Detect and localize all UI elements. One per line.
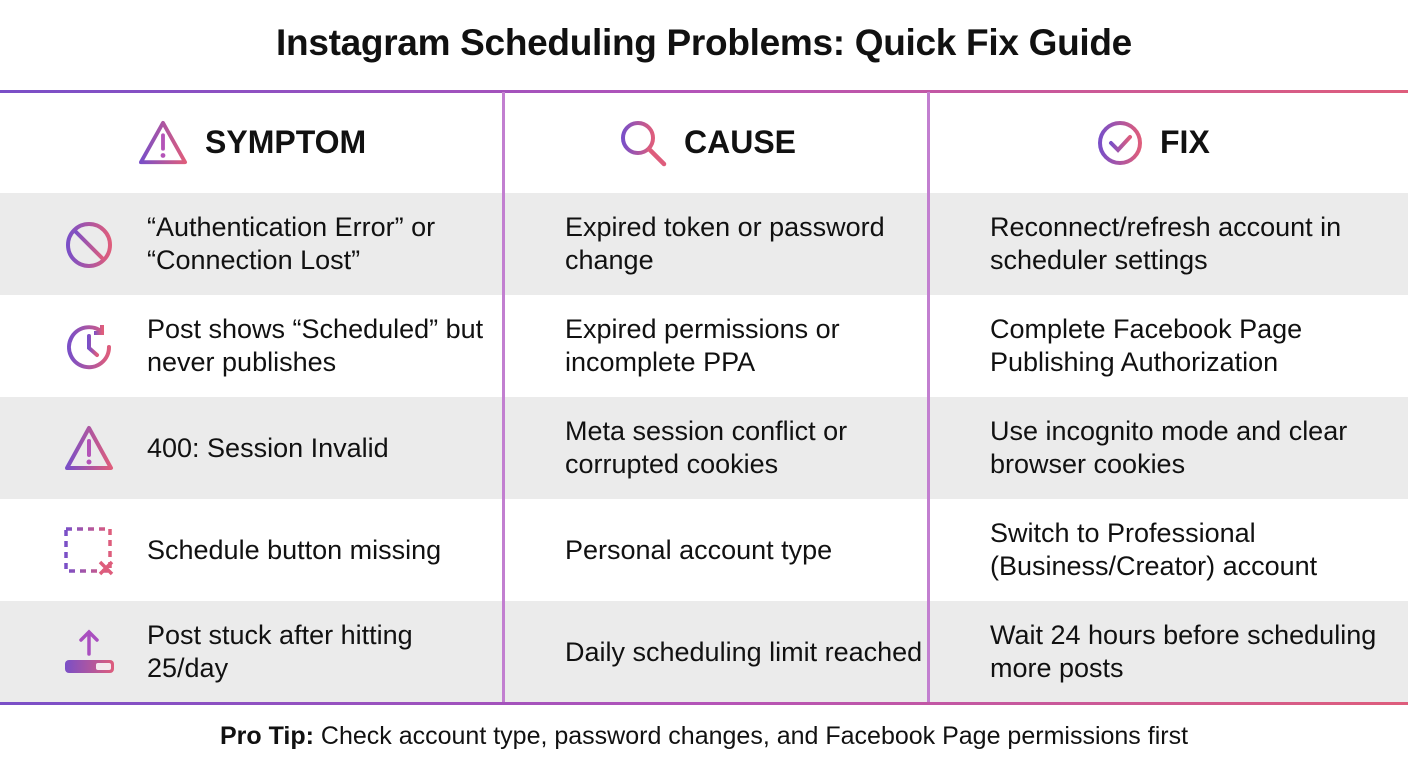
- header-label: SYMPTOM: [205, 124, 367, 160]
- cause-cell: Daily scheduling limit reached: [565, 636, 923, 667]
- column-divider: [927, 92, 930, 703]
- warning-icon: [137, 119, 189, 167]
- upload-limit-icon: [62, 626, 116, 680]
- page-title: Instagram Scheduling Problems: Quick Fix Guide: [276, 22, 1132, 63]
- fix-cell: Switch to Professional (Business/Creator) account: [990, 518, 1318, 581]
- symptom-cell: 400: Session Invalid: [147, 432, 389, 463]
- table-row: [0, 397, 1408, 499]
- column-divider: [502, 92, 505, 703]
- symptom-cell: Post stuck after hitting 25/day: [147, 620, 413, 683]
- missing-button-icon: [62, 524, 116, 578]
- cause-cell: Expired permissions or incomplete PPA: [565, 314, 840, 377]
- fix-cell: Use incognito mode and clear browser cookies: [990, 416, 1348, 479]
- symptom-cell: “Authentication Error” or “Connection Lost”: [147, 212, 436, 275]
- check-circle-icon: [1096, 119, 1144, 167]
- header-symptom: [137, 92, 366, 193]
- header-fix: [1096, 92, 1210, 193]
- header-label: FIX: [1160, 124, 1210, 160]
- search-icon: [618, 118, 668, 168]
- symptom-cell: Schedule button missing: [147, 534, 442, 565]
- table-row: [0, 295, 1408, 397]
- bottom-divider: [0, 702, 1408, 705]
- table-row: [0, 193, 1408, 295]
- cause-cell: Meta session conflict or corrupted cookies: [565, 416, 848, 479]
- fix-cell: Complete Facebook Page Publishing Authorization: [990, 314, 1303, 377]
- pro-tip: [0, 722, 1408, 751]
- header-label: CAUSE: [684, 124, 797, 160]
- pro-tip-label: Pro Tip:: [219, 722, 314, 750]
- fix-cell: Reconnect/refresh account in scheduler settings: [990, 212, 1342, 275]
- table-row: [0, 499, 1408, 601]
- symptom-cell: Post shows “Scheduled” but never publishes: [147, 314, 484, 377]
- cause-cell: Personal account type: [565, 534, 833, 565]
- pro-tip-text: Check account type, password changes, and Facebook Page permissions first: [313, 722, 1189, 750]
- prohibited-icon: [62, 218, 116, 272]
- table-row: [0, 601, 1408, 703]
- warning-icon: [62, 422, 116, 476]
- clock-icon: [62, 320, 116, 374]
- fix-cell: Wait 24 hours before scheduling more posts: [990, 620, 1377, 683]
- header-cause: [618, 92, 796, 193]
- cause-cell: Expired token or password change: [565, 212, 885, 275]
